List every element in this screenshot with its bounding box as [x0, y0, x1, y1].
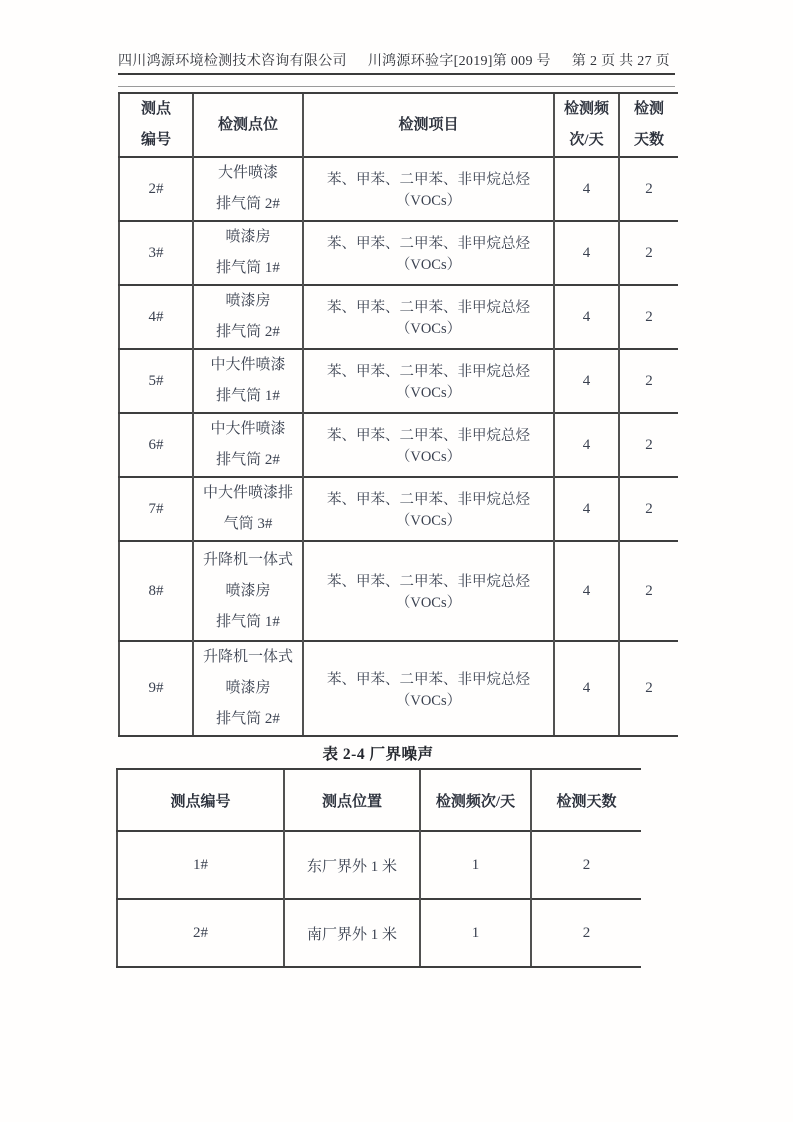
point-id-cell: 9# [119, 641, 193, 736]
frequency-cell: 4 [554, 413, 619, 477]
page-header [118, 50, 670, 70]
days-cell: 2 [619, 477, 678, 541]
days-cell: 2 [619, 413, 678, 477]
items-cell: 苯、甲苯、二甲苯、非甲烷总烃（VOCs） [303, 285, 554, 349]
header-page-info: 第 2 页 共 27 页 [571, 54, 670, 69]
frequency-cell: 4 [554, 221, 619, 285]
frequency-cell: 4 [554, 477, 619, 541]
location-cell: 升降机一体式 喷漆房 排气筒 2# [193, 641, 303, 736]
table-row [119, 641, 678, 736]
point-id-cell: 2# [119, 157, 193, 221]
days-cell: 2 [619, 349, 678, 413]
point-id-cell: 5# [119, 349, 193, 413]
header-days: 检测天数 [531, 769, 641, 831]
point-id-cell: 3# [119, 221, 193, 285]
items-cell: 苯、甲苯、二甲苯、非甲烷总烃（VOCs） [303, 349, 554, 413]
monitoring-points-table [118, 92, 678, 737]
point-id-cell: 2# [117, 899, 284, 967]
location-cell: 大件喷漆 排气筒 2# [193, 157, 303, 221]
header-frequency: 检测频次/天 [420, 769, 531, 831]
table-header-row [119, 93, 678, 157]
table-row [119, 477, 678, 541]
header-point-id: 测点 编号 [119, 93, 193, 157]
point-id-cell: 7# [119, 477, 193, 541]
days-cell: 2 [619, 285, 678, 349]
items-cell: 苯、甲苯、二甲苯、非甲烷总烃（VOCs） [303, 413, 554, 477]
header-location: 检测点位 [193, 93, 303, 157]
items-cell: 苯、甲苯、二甲苯、非甲烷总烃（VOCs） [303, 641, 554, 736]
header-location: 测点位置 [284, 769, 420, 831]
location-cell: 升降机一体式 喷漆房 排气筒 1# [193, 541, 303, 641]
point-id-cell: 1# [117, 831, 284, 899]
header-point-id: 测点编号 [117, 769, 284, 831]
days-cell: 2 [531, 831, 641, 899]
header-items: 检测项目 [303, 93, 554, 157]
table-row [119, 221, 678, 285]
days-cell: 2 [619, 541, 678, 641]
table-row [117, 831, 641, 899]
point-id-cell: 8# [119, 541, 193, 641]
location-cell: 喷漆房 排气筒 1# [193, 221, 303, 285]
header-frequency: 检测频 次/天 [554, 93, 619, 157]
table-header-row [117, 769, 641, 831]
location-cell: 中大件喷漆排 气筒 3# [193, 477, 303, 541]
location-cell: 中大件喷漆 排气筒 1# [193, 349, 303, 413]
frequency-cell: 4 [554, 285, 619, 349]
point-id-cell: 6# [119, 413, 193, 477]
days-cell: 2 [619, 221, 678, 285]
table-row [117, 899, 641, 967]
frequency-cell: 4 [554, 157, 619, 221]
items-cell: 苯、甲苯、二甲苯、非甲烷总烃（VOCs） [303, 477, 554, 541]
days-cell: 2 [619, 157, 678, 221]
items-cell: 苯、甲苯、二甲苯、非甲烷总烃（VOCs） [303, 541, 554, 641]
table-row [119, 413, 678, 477]
frequency-cell: 4 [554, 641, 619, 736]
items-cell: 苯、甲苯、二甲苯、非甲烷总烃（VOCs） [303, 221, 554, 285]
location-cell: 东厂界外 1 米 [284, 831, 420, 899]
location-cell: 喷漆房 排气筒 2# [193, 285, 303, 349]
frequency-cell: 1 [420, 831, 531, 899]
frequency-cell: 1 [420, 899, 531, 967]
header-days: 检测 天数 [619, 93, 678, 157]
point-id-cell: 4# [119, 285, 193, 349]
frequency-cell: 4 [554, 541, 619, 641]
days-cell: 2 [619, 641, 678, 736]
noise-table [116, 768, 641, 968]
header-doc-number: 川鸿源环验字[2019]第 009 号 [367, 54, 551, 69]
location-cell: 南厂界外 1 米 [284, 899, 420, 967]
noise-table-title: 表 2-4 厂界噪声 [322, 746, 434, 763]
header-rule-thick [118, 73, 675, 75]
table-row [119, 541, 678, 641]
table-row [119, 285, 678, 349]
table-row [119, 349, 678, 413]
table-row [119, 157, 678, 221]
header-company: 四川鸿源环境检测技术咨询有限公司 [118, 54, 347, 69]
header-rule-thin [118, 86, 675, 87]
items-cell: 苯、甲苯、二甲苯、非甲烷总烃（VOCs） [303, 157, 554, 221]
frequency-cell: 4 [554, 349, 619, 413]
days-cell: 2 [531, 899, 641, 967]
location-cell: 中大件喷漆 排气筒 2# [193, 413, 303, 477]
